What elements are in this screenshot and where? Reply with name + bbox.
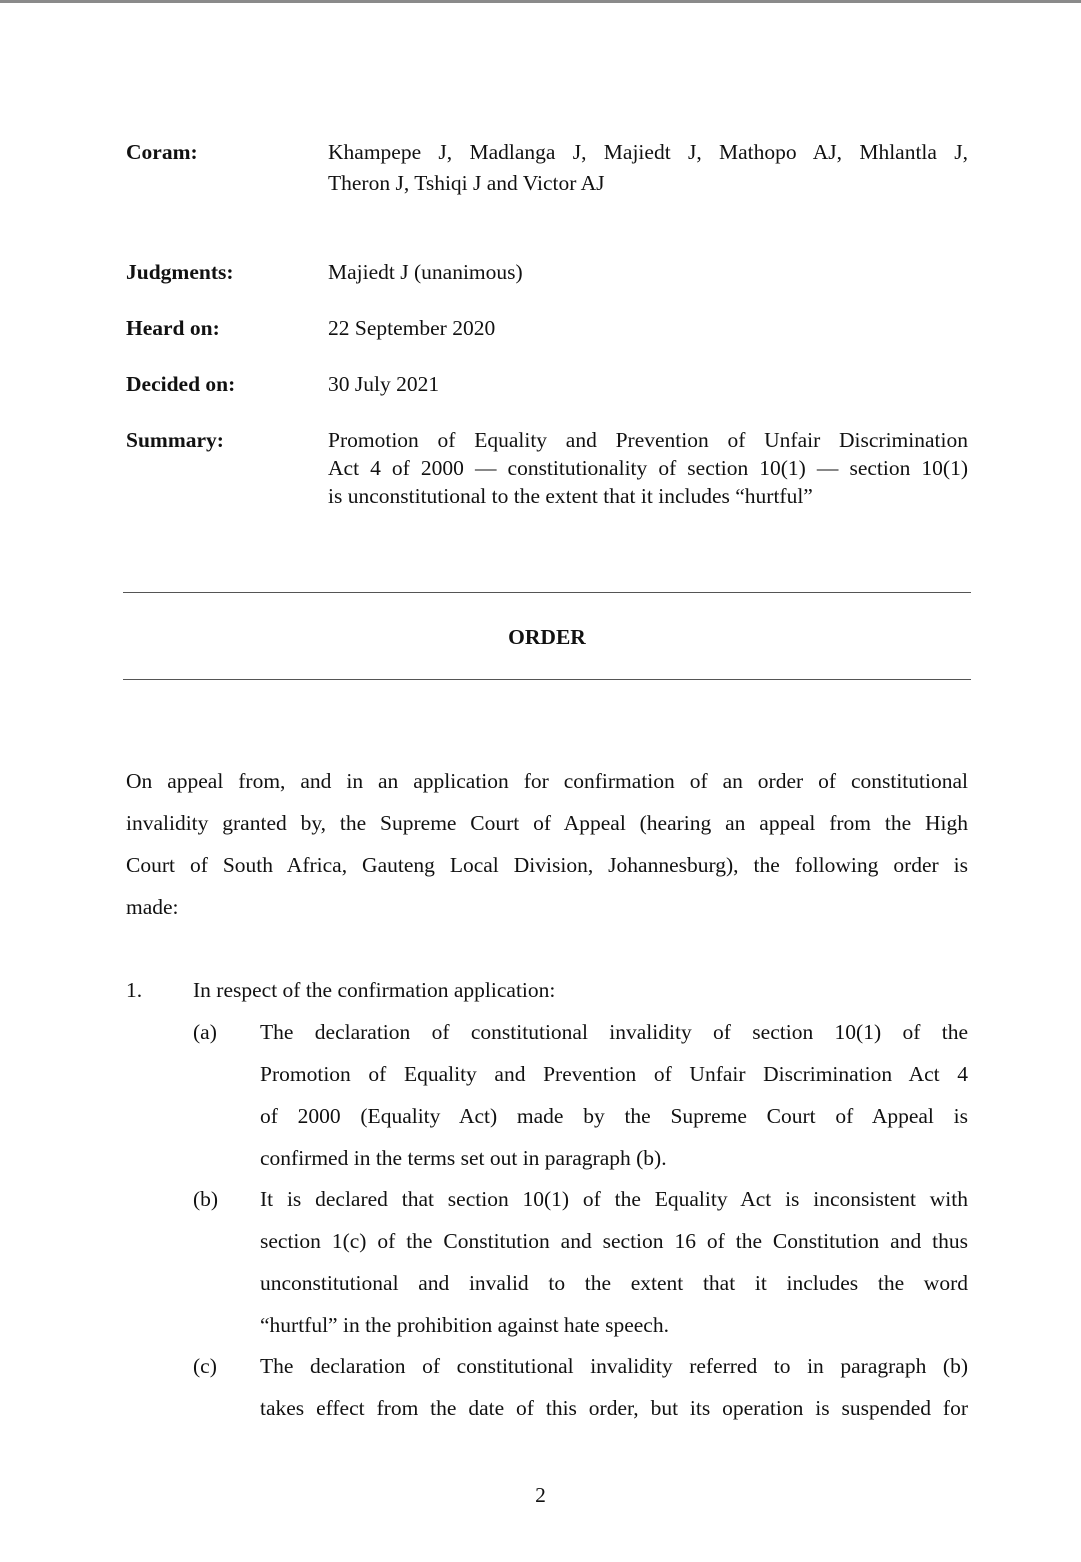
summary-line: Act 4 of 2000 — constitutionality of section 10(1) — section 10(1) <box>328 456 968 480</box>
divider-top <box>123 592 971 593</box>
item-1-number: 1. <box>126 978 143 1002</box>
coram-value <box>328 137 968 199</box>
judgments-value: Majiedt J (unanimous) <box>328 260 523 284</box>
paragraph-line: confirmed in the terms set out in paragraph (b). <box>260 1146 667 1170</box>
paragraph-line: “hurtful” in the prohibition against hate speech. <box>260 1313 669 1337</box>
coram-line: Theron J, Tshiqi J and Victor AJ <box>328 171 605 195</box>
order-heading: ORDER <box>508 625 586 649</box>
page-number: 2 <box>535 1483 546 1507</box>
paragraph-line: invalidity granted by, the Supreme Court of Appeal (hearing an appeal from the High <box>126 811 968 835</box>
sub-item-c-label: (c) <box>193 1354 217 1378</box>
paragraph-line: It is declared that section 10(1) of the Equality Act is inconsistent with <box>260 1187 968 1211</box>
paragraph-line: Promotion of Equality and Prevention of Unfair Discrimination Act 4 <box>260 1062 968 1086</box>
order-intro-paragraph <box>126 760 968 928</box>
paragraph-line: On appeal from, and in an application for confirmation of an order of constitutional <box>126 769 968 793</box>
summary-line: Promotion of Equality and Prevention of Unfair Discrimination <box>328 428 968 452</box>
summary-value <box>328 426 968 510</box>
summary-label: Summary: <box>126 428 224 452</box>
paragraph-line: made: <box>126 895 179 919</box>
paragraph-line: takes effect from the date of this order, but its operation is suspended for <box>260 1396 968 1420</box>
decided-label: Decided on: <box>126 372 236 396</box>
paragraph-line: The declaration of constitutional invalidity referred to in paragraph (b) <box>260 1354 968 1378</box>
top-border <box>0 0 1081 3</box>
summary-line: is unconstitutional to the extent that it includes “hurtful” <box>328 484 813 508</box>
paragraph-line: of 2000 (Equality Act) made by the Supreme Court of Appeal is <box>260 1104 968 1128</box>
paragraph-line: The declaration of constitutional invalidity of section 10(1) of the <box>260 1020 968 1044</box>
sub-item-b-text <box>260 1178 968 1346</box>
sub-item-a-text <box>260 1011 968 1179</box>
decided-value: 30 July 2021 <box>328 372 440 396</box>
coram-label: Coram: <box>126 140 198 164</box>
heard-value: 22 September 2020 <box>328 316 496 340</box>
judgments-label: Judgments: <box>126 260 234 284</box>
paragraph-line: Court of South Africa, Gauteng Local Division, Johannesburg), the following order is <box>126 853 968 877</box>
item-1-text: In respect of the confirmation application: <box>193 978 556 1002</box>
sub-item-b-label: (b) <box>193 1187 219 1211</box>
sub-item-a-label: (a) <box>193 1020 217 1044</box>
paragraph-line: unconstitutional and invalid to the extent that it includes the word <box>260 1271 968 1295</box>
heard-label: Heard on: <box>126 316 220 340</box>
coram-line: Khampepe J, Madlanga J, Majiedt J, Mathopo AJ, Mhlantla J, <box>328 140 968 164</box>
divider-bottom <box>123 679 971 680</box>
paragraph-line: section 1(c) of the Constitution and section 16 of the Constitution and thus <box>260 1229 968 1253</box>
sub-item-c-text <box>260 1345 968 1429</box>
